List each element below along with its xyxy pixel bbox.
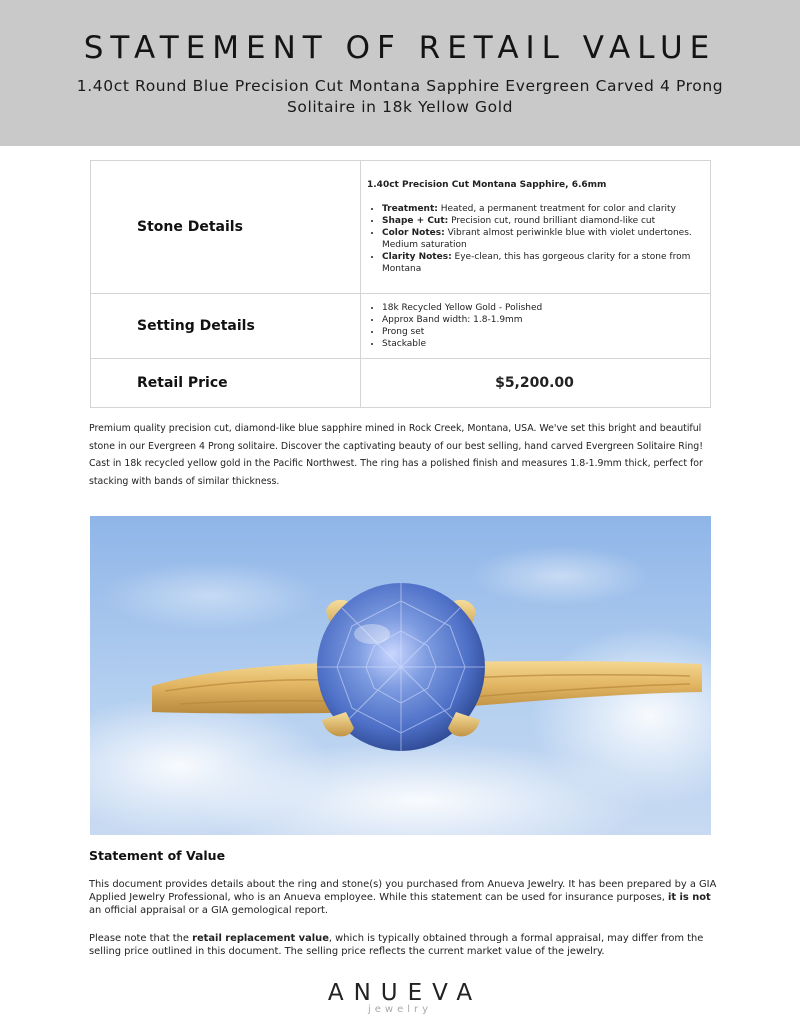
cloud-shape (100, 561, 320, 631)
retail-price-value: $5,200.00 (361, 359, 711, 408)
statement-text: , which is typically obtained through a formal appraisal, may differ from the selling price outlined in this document. The selling price reflects the current market value of the jewelry. (89, 933, 704, 957)
list-item: • Stackable (382, 338, 702, 350)
list-item (382, 227, 702, 251)
stone-item-key: Color Notes: (382, 228, 445, 238)
statement-heading: Statement of Value (89, 848, 226, 863)
statement-paragraph-2 (89, 932, 719, 958)
document-title: STATEMENT OF RETAIL VALUE (83, 30, 717, 66)
setting-details-value (361, 294, 711, 359)
document-subtitle: 1.40ct Round Blue Precision Cut Montana Sapphire Evergreen Carved 4 Prong Solitaire in 18k Yellow Gold (76, 77, 724, 116)
gem-highlight (354, 624, 390, 644)
stone-item-key: Shape + Cut: (382, 216, 449, 226)
product-description: Premium quality precision cut, diamond-like blue sapphire mined in Rock Creek, Montana, USA. We've set this bright and beautiful stone in our Evergreen 4 Prong solitaire. Discover the captivating beauty of our best selling, hand carved Evergreen Solitaire Ring! Cast in 18k recycled yellow gold in the Pacific Northwest. The ring has a polished finish and measures 1.8-1.9mm thick, perfect for stacking with bands of similar thickness. (89, 423, 703, 487)
statement-emphasis: retail replacement value (192, 933, 329, 944)
brand-name: ANUEVA (327, 980, 483, 1006)
stone-item-text: Precision cut, round brilliant diamond-like cut (448, 216, 656, 226)
cloud-shape (470, 546, 650, 606)
stone-details-list (367, 203, 702, 275)
statement-emphasis: it is not (668, 892, 711, 903)
setting-details-row (91, 294, 711, 359)
stone-details-value (361, 161, 711, 294)
stone-details-row (91, 161, 711, 294)
details-table (90, 160, 711, 408)
list-item (382, 203, 702, 215)
stone-details-label: Stone Details (91, 161, 361, 294)
stone-item-text: Vibrant almost periwinkle blue with violet undertones. Medium saturation (382, 228, 692, 250)
ring-illustration (90, 516, 711, 835)
brand-logo (300, 980, 500, 1015)
stone-item-key: Treatment: (382, 204, 438, 214)
stone-item-key: Clarity Notes: (382, 252, 452, 262)
list-item: • 18k Recycled Yellow Gold - Polished (382, 302, 702, 314)
statement-paragraph-1 (89, 878, 719, 917)
statement-text: an official appraisal or a GIA gemological report. (89, 905, 329, 916)
setting-details-label: Setting Details (91, 294, 361, 359)
list-item (382, 215, 702, 227)
retail-price-label: Retail Price (91, 359, 361, 408)
list-item (382, 251, 702, 275)
stone-heading: 1.40ct Precision Cut Montana Sapphire, 6.6mm (367, 180, 607, 190)
stone-item-text: Heated, a permanent treatment for color and clarity (437, 204, 676, 214)
statement-text: This document provides details about the ring and stone(s) you purchased from Anueva Jewelry. It has been prepared by a GIA Applied Jewelry Professional, who is an Anueva employee. While this statement can be used for insurance purposes, (89, 879, 717, 903)
retail-price-row (91, 359, 711, 408)
setting-details-list (367, 302, 702, 350)
statement-text: Please note that the (89, 933, 193, 944)
brand-subtitle: jewelry (367, 1004, 433, 1015)
document-header (0, 0, 800, 146)
list-item: • Approx Band width: 1.8-1.9mm (382, 314, 702, 326)
list-item: • Prong set (382, 326, 702, 338)
stone-item-text: Eye-clean, this has gorgeous clarity for a stone from Montana (382, 252, 691, 274)
ring-photo (90, 516, 711, 835)
